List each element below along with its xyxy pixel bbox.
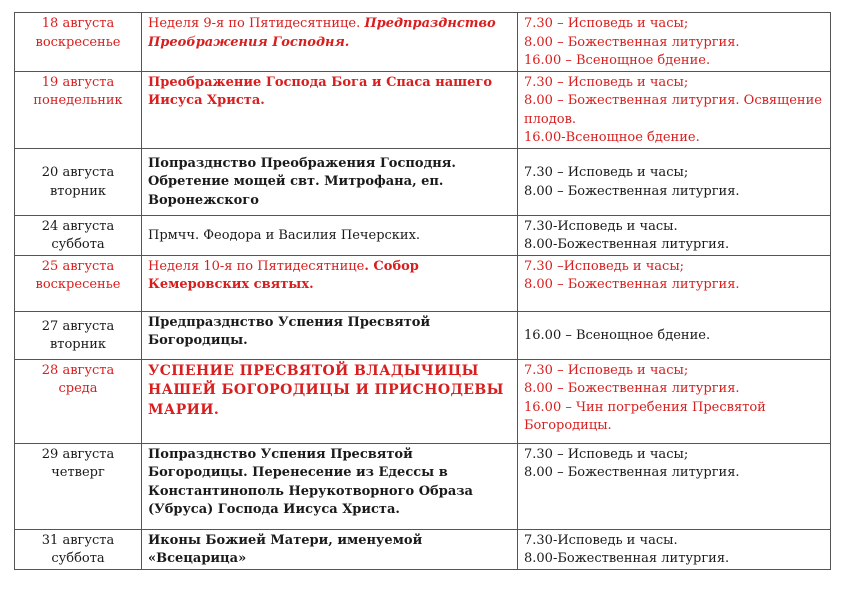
date-text: 29 августа (41, 446, 115, 462)
schedule-row (15, 255, 831, 311)
schedule-row (15, 215, 831, 255)
feast-cell (142, 13, 518, 72)
feast-text: Прмчч. Феодора и Василия Печерских. (148, 227, 421, 243)
services-cell (518, 71, 831, 148)
service-item: 7.30 – Исповедь и часы; (524, 74, 689, 90)
service-item: 16.00 – Чин погребения Пресвятой Богородицы. (524, 399, 766, 433)
services-cell (518, 215, 831, 255)
date-text: 18 августа (41, 16, 115, 31)
date-cell (15, 443, 142, 529)
date-text: 24 августа (41, 218, 115, 234)
feast-cell (142, 215, 518, 255)
date-text: 20 августа (41, 165, 115, 180)
schedule-body (15, 13, 831, 570)
service-item: 7.30 – Исповедь и часы; (524, 16, 689, 31)
service-item: 8.00 – Божественная литургия. (524, 465, 740, 480)
weekday-text: вторник (49, 337, 107, 352)
services-cell (518, 311, 831, 359)
feast-text: Неделя 10-я по Пятидесятнице (148, 258, 365, 274)
date-text: 28 августа (41, 362, 115, 378)
date-cell (15, 71, 142, 148)
weekday-text: суббота (51, 237, 105, 252)
services-cell (518, 255, 831, 311)
service-item: 8.00 – Божественная литургия. Освящение плодов. (524, 93, 822, 127)
weekday-text: воскресенье (35, 277, 121, 292)
weekday-text: суббота (51, 551, 105, 566)
services-cell (518, 359, 831, 443)
service-item: 16.00 – Всенощное бдение. (524, 53, 711, 68)
feast-cell (142, 443, 518, 529)
weekday-text: воскресенье (35, 34, 121, 50)
weekday-text: вторник (49, 183, 107, 199)
service-item: 7.30-Исповедь и часы. (524, 218, 678, 234)
schedule-row (15, 443, 831, 529)
weekday-text: понедельник (33, 93, 123, 108)
date-cell (15, 13, 142, 72)
services-cell (518, 13, 831, 72)
date-cell (15, 529, 142, 569)
schedule-row (15, 71, 831, 148)
feast-text: . Собор Кемеровских святых. (148, 258, 419, 292)
schedule-row (15, 311, 831, 359)
feast-text: Преображение Господа Бога и Спаса нашего Иисуса Христа. (148, 74, 493, 108)
date-text: 25 августа (41, 258, 115, 274)
date-cell (15, 215, 142, 255)
feast-text: Неделя 9-я по Пятидесятнице. (148, 16, 365, 31)
date-cell (15, 148, 142, 215)
date-cell (15, 359, 142, 443)
schedule-row (15, 148, 831, 215)
feast-cell (142, 71, 518, 148)
feast-cell (142, 359, 518, 443)
service-item: 8.00 – Божественная литургия. (524, 381, 740, 396)
schedule-row (15, 359, 831, 443)
service-item: 7.30 – Исповедь и часы; (524, 362, 689, 378)
service-item: 8.00 – Божественная литургия. (524, 34, 740, 50)
feast-text: УСПЕНИЕ ПРЕСВЯТОЙ ВЛАДЫЧИЦЫ НАШЕЙ БОГОРОДИЦЫ И ПРИСНОДЕВЫ МАРИИ. (148, 362, 504, 418)
service-item: 7.30 – Исповедь и часы; (524, 446, 689, 462)
date-cell (15, 255, 142, 311)
feast-cell (142, 529, 518, 569)
feast-text: Предпразднство Успения Пресвятой Богородицы. (148, 314, 431, 348)
feast-cell (142, 148, 518, 215)
schedule-table (14, 12, 831, 570)
service-item: 8.00 – Божественная литургия. (524, 277, 740, 292)
date-text: 27 августа (41, 318, 115, 334)
service-item: 8.00-Божественная литургия. (524, 551, 730, 566)
feast-text: Попразднство Успения Пресвятой Богородицы. Перенесение из Едессы в Константинополь Нерукотворного Образа (Убруса) Господа Иисуса Христа. (148, 446, 473, 517)
feast-cell (142, 255, 518, 311)
services-cell (518, 443, 831, 529)
feast-text: Предпразднство Преображения Господня. (148, 16, 496, 50)
service-item: 7.30-Исповедь и часы. (524, 532, 678, 548)
service-item: 8.00 – Божественная литургия. (524, 183, 740, 199)
services-cell (518, 148, 831, 215)
feast-text: Попразднство Преображения Господня. Обретение мощей свт. Митрофана, еп. Воронежского (148, 155, 456, 208)
feast-text: Иконы Божией Матери, именуемой «Всецарица» (148, 532, 423, 566)
service-item: 7.30 –Исповедь и часы; (524, 258, 685, 274)
service-item: 7.30 – Исповедь и часы; (524, 165, 689, 180)
date-text: 31 августа (41, 532, 115, 548)
service-item: 16.00 – Всенощное бдение. (524, 327, 711, 343)
service-item: 8.00-Божественная литургия. (524, 237, 730, 252)
schedule-row (15, 13, 831, 72)
date-text: 19 августа (41, 74, 115, 90)
weekday-text: четверг (51, 465, 105, 480)
date-cell (15, 311, 142, 359)
services-cell (518, 529, 831, 569)
service-item: 16.00-Всенощное бдение. (524, 130, 700, 145)
feast-cell (142, 311, 518, 359)
schedule-row (15, 529, 831, 569)
weekday-text: среда (58, 381, 98, 396)
